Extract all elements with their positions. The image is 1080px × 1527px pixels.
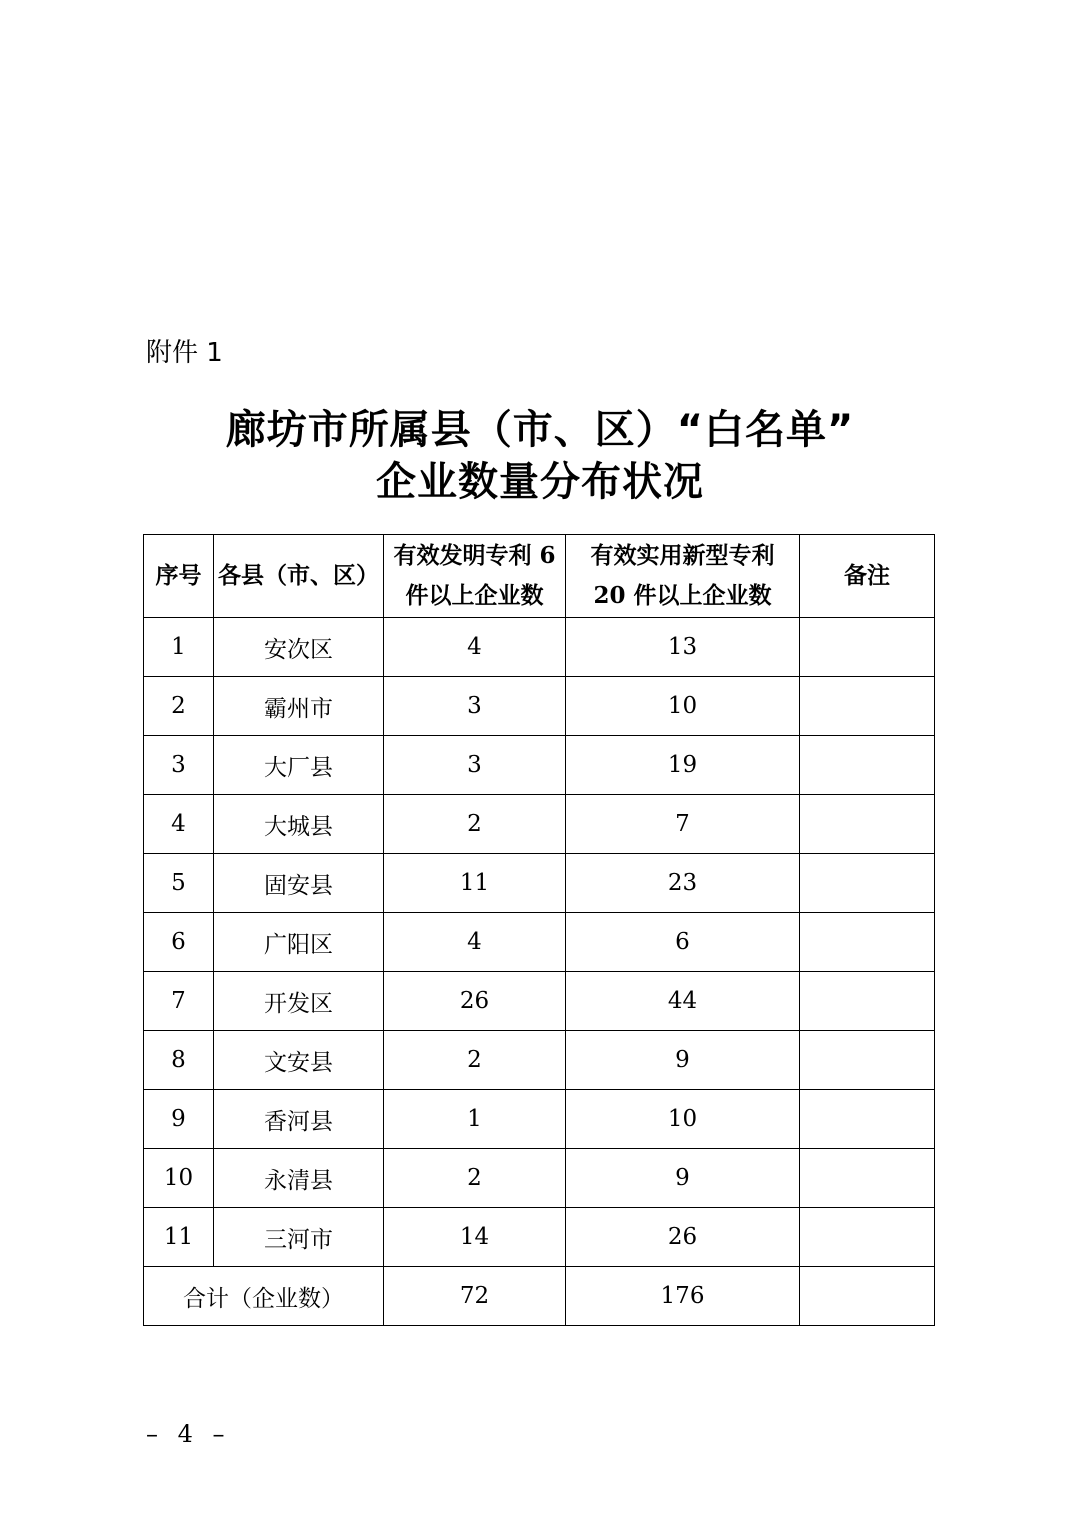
cell-county: 大厂县 (214, 736, 384, 795)
header-invention-line-1: 有效发明专利 6 (393, 542, 556, 569)
table-row (144, 736, 935, 795)
cell-remarks (800, 1149, 935, 1208)
cell-remarks (800, 736, 935, 795)
cell-county: 广阳区 (214, 913, 384, 972)
cell-index: 2 (144, 677, 214, 736)
cell-utility: 13 (566, 618, 800, 677)
cell-utility: 10 (566, 1090, 800, 1149)
cell-county: 永清县 (214, 1149, 384, 1208)
cell-utility: 6 (566, 913, 800, 972)
page-title-line-2: 企业数量分布状况 (376, 459, 704, 505)
cell-county: 文安县 (214, 1031, 384, 1090)
cell-invention: 1 (384, 1090, 566, 1149)
cell-remarks (800, 618, 935, 677)
cell-total-invention: 72 (384, 1267, 566, 1326)
cell-index: 11 (144, 1208, 214, 1267)
cell-remarks (800, 677, 935, 736)
table-total-row (144, 1267, 935, 1326)
distribution-table (143, 534, 935, 1326)
cell-utility: 9 (566, 1031, 800, 1090)
cell-invention: 4 (384, 618, 566, 677)
cell-remarks (800, 1031, 935, 1090)
cell-total-remarks (800, 1267, 935, 1326)
header-utility-line-1: 有效实用新型专利 (590, 542, 775, 569)
table-row (144, 1149, 935, 1208)
header-utility-patents (566, 535, 800, 618)
cell-invention: 2 (384, 795, 566, 854)
cell-utility: 7 (566, 795, 800, 854)
cell-invention: 2 (384, 1031, 566, 1090)
cell-invention: 14 (384, 1208, 566, 1267)
cell-remarks (800, 854, 935, 913)
table-row (144, 1208, 935, 1267)
page-title-line-1: 廊坊市所属县（市、区）“白名单” (225, 407, 855, 453)
table-row (144, 795, 935, 854)
cell-county: 香河县 (214, 1090, 384, 1149)
cell-index: 10 (144, 1149, 214, 1208)
cell-county: 安次区 (214, 618, 384, 677)
annex-label: 附件 1 (146, 338, 223, 368)
cell-index: 6 (144, 913, 214, 972)
cell-remarks (800, 1208, 935, 1267)
cell-remarks (800, 972, 935, 1031)
cell-index: 3 (144, 736, 214, 795)
cell-invention: 11 (384, 854, 566, 913)
table-row (144, 913, 935, 972)
cell-utility: 19 (566, 736, 800, 795)
cell-utility: 9 (566, 1149, 800, 1208)
header-county: 各县（市、区） (214, 535, 384, 618)
cell-index: 5 (144, 854, 214, 913)
cell-invention: 26 (384, 972, 566, 1031)
cell-remarks (800, 1090, 935, 1149)
cell-index: 7 (144, 972, 214, 1031)
header-remarks: 备注 (800, 535, 935, 618)
cell-county: 固安县 (214, 854, 384, 913)
cell-index: 9 (144, 1090, 214, 1149)
cell-invention: 3 (384, 736, 566, 795)
cell-index: 8 (144, 1031, 214, 1090)
table-header-row (144, 535, 935, 618)
cell-invention: 3 (384, 677, 566, 736)
cell-index: 1 (144, 618, 214, 677)
cell-invention: 4 (384, 913, 566, 972)
cell-utility: 26 (566, 1208, 800, 1267)
cell-utility: 23 (566, 854, 800, 913)
table-row (144, 854, 935, 913)
cell-total-utility: 176 (566, 1267, 800, 1326)
cell-utility: 10 (566, 677, 800, 736)
cell-county: 三河市 (214, 1208, 384, 1267)
cell-index: 4 (144, 795, 214, 854)
table-row (144, 677, 935, 736)
page-number: – 4 – (146, 1420, 231, 1448)
cell-remarks (800, 795, 935, 854)
table-row (144, 1031, 935, 1090)
cell-county: 大城县 (214, 795, 384, 854)
header-index: 序号 (144, 535, 214, 618)
cell-utility: 44 (566, 972, 800, 1031)
table-row (144, 972, 935, 1031)
table-row (144, 618, 935, 677)
cell-remarks (800, 913, 935, 972)
header-utility-line-2: 20 件以上企业数 (593, 582, 772, 609)
cell-invention: 2 (384, 1149, 566, 1208)
table-row (144, 1090, 935, 1149)
cell-county: 开发区 (214, 972, 384, 1031)
cell-total-label: 合计（企业数） (144, 1267, 384, 1326)
header-invention-patents (384, 535, 566, 618)
header-invention-line-2: 件以上企业数 (405, 582, 544, 609)
cell-county: 霸州市 (214, 677, 384, 736)
